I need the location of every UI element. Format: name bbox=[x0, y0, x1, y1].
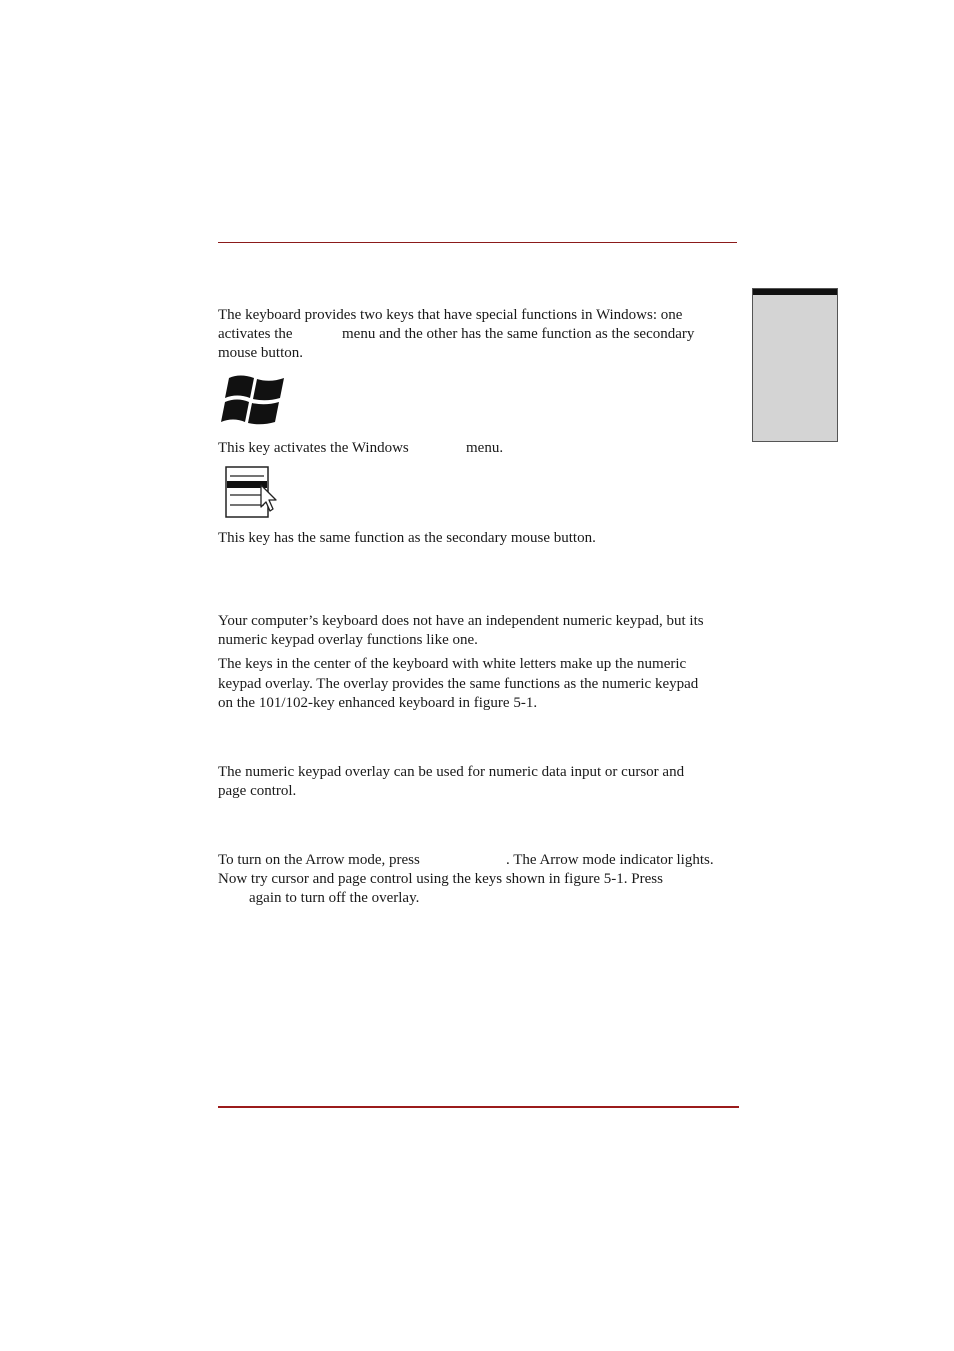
keypad-p1-line2: numeric keypad overlay functions like one. bbox=[218, 632, 478, 648]
keypad-p3-line2: page control. bbox=[218, 783, 297, 799]
arrow-mode-line1-end: . The Arrow mode indicator lights. bbox=[506, 852, 714, 868]
arrow-mode-line3: again to turn off the overlay. bbox=[249, 890, 420, 906]
keypad-p3-line1: The numeric keypad overlay can be used for numeric data input or cursor and bbox=[218, 764, 685, 780]
keypad-p2-line3: on the 101/102-key enhanced keyboard in figure 5-1. bbox=[218, 695, 538, 711]
keypad-p1-line1: Your computer’s keyboard does not have an independent numeric keypad, but its bbox=[218, 613, 704, 629]
windows-key-desc-start: This key activates the Windows bbox=[218, 440, 409, 456]
side-tab-top-bar bbox=[753, 289, 837, 295]
intro-line2-end: menu and the other has the same function as the secondary bbox=[342, 326, 695, 342]
keypad-p2-line1: The keys in the center of the keyboard with white letters make up the numeric bbox=[218, 656, 687, 672]
intro-line2-start: activates the bbox=[218, 326, 293, 342]
application-menu-icon bbox=[222, 465, 280, 519]
special-keys-intro-line1: The keyboard provides two keys that have special functions in Windows: one bbox=[218, 307, 683, 323]
header-rule bbox=[218, 242, 737, 243]
windows-logo-icon bbox=[220, 372, 288, 428]
arrow-mode-line1 bbox=[218, 851, 714, 870]
special-keys-intro-line2 bbox=[218, 325, 695, 344]
footer-rule bbox=[218, 1106, 739, 1108]
chapter-side-tab bbox=[752, 288, 838, 442]
application-key-description: This key has the same function as the secondary mouse button. bbox=[218, 530, 596, 546]
windows-key-desc-end: menu. bbox=[466, 440, 504, 456]
arrow-mode-line2: Now try cursor and page control using the keys shown in figure 5-1. Press bbox=[218, 871, 663, 887]
keypad-p2-line2: keypad overlay. The overlay provides the same functions as the numeric keypad bbox=[218, 676, 699, 692]
special-keys-intro-line3: mouse button. bbox=[218, 345, 303, 361]
arrow-mode-line1-start: To turn on the Arrow mode, press bbox=[218, 852, 420, 868]
windows-key-description bbox=[218, 439, 504, 458]
